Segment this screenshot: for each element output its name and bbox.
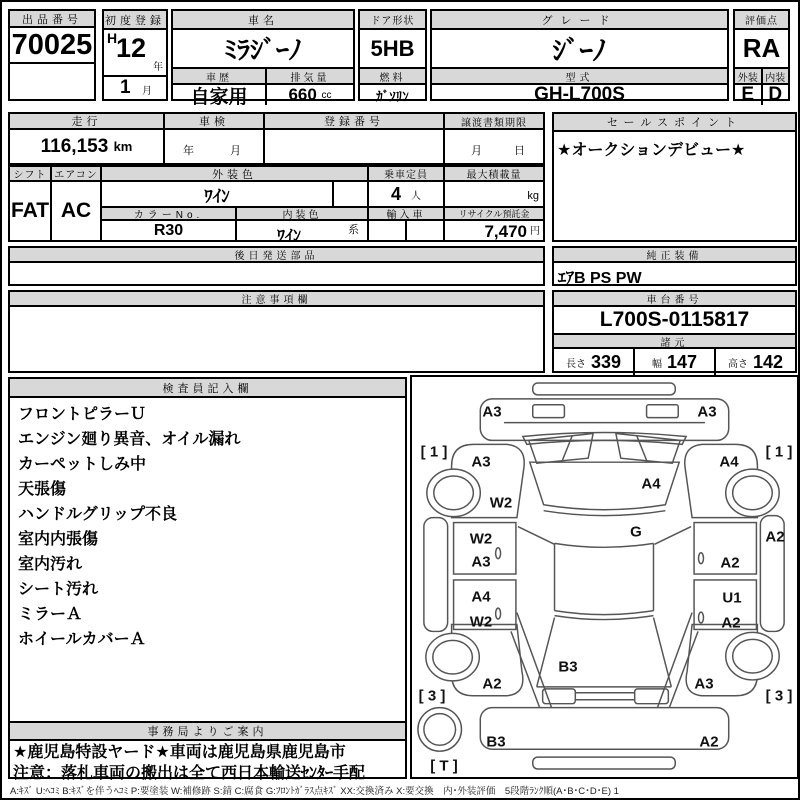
shaken-label: 車検 <box>163 112 265 130</box>
office-lines <box>10 741 405 785</box>
capacity-number: 4 <box>390 183 401 204</box>
damage-marker: A2 <box>765 528 785 546</box>
transfer-label: 譲渡書類期限 <box>443 112 545 130</box>
interior-label: 内装 <box>763 69 789 83</box>
int-color-value <box>235 219 369 245</box>
equipment-value: ｴｱB PS PW <box>558 270 642 287</box>
inspector-item: エンジン廻り異音、オイル漏れ <box>18 431 241 448</box>
score-box <box>733 9 790 105</box>
sales-point-label: セールスポイント <box>554 114 795 132</box>
inspector-item: カーペットしみ中 <box>18 456 147 473</box>
inspector-item: シート汚れ <box>18 581 99 598</box>
car-name-label: 車名 <box>173 11 353 30</box>
length-value: 339 <box>590 351 622 372</box>
damage-marker: A4 <box>641 475 661 493</box>
chassis-box <box>552 290 797 373</box>
ext-color-value: ﾜｲﾝ <box>100 180 334 208</box>
inspector-item: ホイールカバーＡ <box>18 631 146 648</box>
door-value: 5HB <box>360 30 425 69</box>
ext-color-label: 外装色 <box>100 165 369 182</box>
sales-point-text: ★オークションデビュー★ <box>557 142 746 159</box>
dimensions-row <box>554 349 795 375</box>
color-no-value: R30 <box>100 219 237 242</box>
fuel-value: ｶﾞｿﾘﾝ <box>360 83 425 105</box>
damage-diagram-box <box>410 375 799 779</box>
damage-marker: A2 <box>482 675 502 693</box>
inspector-item: 天張傷 <box>18 481 67 498</box>
model-value: GH-L700S <box>432 83 727 105</box>
month-suffix: 月 <box>142 86 152 97</box>
max-load-value <box>443 180 545 208</box>
door-box <box>358 9 427 104</box>
door-label: ドア形状 <box>360 11 425 30</box>
car-name-box <box>171 9 355 105</box>
transfer-value <box>443 128 545 165</box>
notes-label: 注意事項欄 <box>10 292 543 307</box>
fuel-label: 燃料 <box>360 69 425 83</box>
displacement-value <box>267 85 353 105</box>
chassis-value: L700S-0115817 <box>554 307 795 335</box>
office-line-2: 注意：落札車両の搬出は全て西日本輸送ｾﾝﾀｰ手配 <box>13 765 366 782</box>
inspector-item: フロントピラーＵ <box>18 406 147 423</box>
damage-marker: U1 <box>722 589 742 607</box>
dimension-length <box>554 349 635 375</box>
damage-marker: W2 <box>469 613 493 631</box>
inspector-item: 室内内張傷 <box>18 531 99 548</box>
sales-point-box <box>552 112 797 242</box>
dimension-width <box>635 349 716 375</box>
equipment-box <box>552 246 797 286</box>
damage-marker: [ 3 ] <box>418 687 446 705</box>
first-registration-box <box>102 9 168 101</box>
damage-marker: G <box>630 523 642 541</box>
history-value: 自家用 <box>173 85 267 105</box>
damage-marker: A3 <box>697 403 717 421</box>
inspector-item: ミラーＡ <box>18 606 83 623</box>
int-color-label: 内装色 <box>235 206 369 221</box>
shift-value: FAT <box>8 180 52 242</box>
dimension-height <box>716 349 795 375</box>
inspector-label: 検査員記入欄 <box>10 379 405 398</box>
equipment-label: 純正装備 <box>554 248 795 263</box>
mileage-label: 走行 <box>8 112 165 130</box>
recycle-unit: 円 <box>530 226 540 237</box>
displacement-number: 660 <box>288 85 317 104</box>
reg-no-value <box>263 128 445 165</box>
office-label: 事務局よりご案内 <box>10 721 405 741</box>
transfer-day-suffix: 日 <box>514 145 525 157</box>
damage-marker: W2 <box>469 530 493 548</box>
exterior-score: E <box>735 85 763 105</box>
damage-marker: [ 3 ] <box>765 687 793 705</box>
month-value: 1 <box>120 77 131 98</box>
damage-marker: A3 <box>471 553 491 571</box>
length-label: 長さ <box>565 358 586 370</box>
reg-no-label: 登録番号 <box>263 112 445 130</box>
office-line-1: ★鹿児島特設ヤード★車両は鹿児島県鹿児島市 <box>13 744 346 761</box>
mileage-value <box>8 128 165 165</box>
first-registration-year <box>104 28 166 77</box>
later-parts-value <box>10 263 543 267</box>
damage-marker: A4 <box>471 588 491 606</box>
shaken-year-suffix: 年 <box>183 145 194 157</box>
year-value: 12 <box>116 33 147 63</box>
int-color-text: ﾜｲﾝ <box>277 228 302 245</box>
grade-value: ｼﾞｰﾉ <box>432 30 727 69</box>
damage-marker: A4 <box>719 453 739 471</box>
color-no-label: カラーNo. <box>100 206 237 221</box>
car-name: ﾐﾗｼﾞｰﾉ <box>173 30 353 69</box>
capacity-unit: 人 <box>411 190 422 202</box>
damage-marker: B3 <box>558 658 578 676</box>
import-cell-1 <box>367 219 407 242</box>
damage-marker: [ 1 ] <box>765 443 793 461</box>
damage-markers <box>412 377 797 777</box>
max-load-label: 最大積載量 <box>443 165 545 182</box>
score-value: RA <box>735 30 788 69</box>
inspector-item: 室内汚れ <box>18 556 83 573</box>
chassis-label: 車台番号 <box>554 292 795 307</box>
capacity-label: 乗車定員 <box>367 165 445 182</box>
damage-marker: A3 <box>694 675 714 693</box>
inspector-office-box <box>8 377 407 782</box>
displacement-unit: cc <box>321 89 332 101</box>
auction-no-label: 出品番号 <box>8 9 96 28</box>
shift-label: シフト <box>8 165 52 182</box>
inspector-item: ハンドルグリップ不良 <box>18 506 178 523</box>
damage-marker: A2 <box>699 733 719 751</box>
damage-marker: W2 <box>489 494 513 512</box>
shaken-value <box>163 128 265 165</box>
height-value: 142 <box>752 351 784 372</box>
auction-no-empty-cell <box>8 62 96 101</box>
damage-marker: A3 <box>482 403 502 421</box>
later-parts-box <box>8 246 545 286</box>
later-parts-label: 後日発送部品 <box>10 248 543 263</box>
recycle-number: 7,470 <box>484 222 527 241</box>
first-registration-label: 初度登録 <box>104 11 166 30</box>
ext-color-empty-cell <box>332 180 369 208</box>
inspector-list <box>10 398 405 721</box>
transfer-month-suffix: 月 <box>471 145 482 157</box>
year-suffix: 年 <box>153 62 163 73</box>
aircon-label: エアコン <box>50 165 102 182</box>
mileage-unit: km <box>113 139 133 154</box>
height-label: 高さ <box>727 358 748 370</box>
damage-marker: A2 <box>721 614 741 632</box>
recycle-value <box>443 219 545 242</box>
damage-marker: A2 <box>720 554 740 572</box>
auction-no: 70025 <box>8 26 96 64</box>
int-color-suffix: 系 <box>348 224 359 236</box>
damage-marker: B3 <box>486 733 506 751</box>
shaken-month-suffix: 月 <box>230 145 241 157</box>
displacement-label: 排気量 <box>267 69 353 83</box>
width-value: 147 <box>666 351 698 372</box>
mileage-number: 116,153 <box>40 135 109 157</box>
grade-box <box>430 9 729 105</box>
width-label: 幅 <box>651 358 662 370</box>
model-label: 型式 <box>432 69 727 83</box>
max-load-unit: kg <box>527 190 539 202</box>
grade-label: グレード <box>432 11 727 30</box>
score-label: 評価点 <box>735 11 788 30</box>
legend: A:ｷｽﾞ U:ﾍｺﾐ B:ｷｽﾞを伴うﾍｺﾐ P:要塗装 W:補修跡 S:錆 C:腐食 G:ﾌﾛﾝﾄｶﾞﾗｽ点ｷｽﾞ XX:交換済み X:要交換 内･外装評価 5段階ﾗﾝｸ順(A･B･C･D･E) 1 <box>10 786 619 797</box>
first-registration-month <box>104 77 166 99</box>
exterior-label: 外装 <box>735 69 763 83</box>
import-cell-2 <box>405 219 445 242</box>
era-mark: H <box>107 30 118 46</box>
damage-marker: [ T ] <box>430 757 458 775</box>
dimensions-label: 諸元 <box>554 335 795 349</box>
notes-value <box>10 307 543 311</box>
import-label: 輸入車 <box>367 206 445 221</box>
interior-score: D <box>768 85 783 105</box>
damage-marker: [ 1 ] <box>420 443 448 461</box>
capacity-value <box>367 180 445 208</box>
history-label: 車歴 <box>173 69 267 83</box>
recycle-label: リサイクル預託金 <box>443 206 545 221</box>
aircon-value: AC <box>50 180 102 242</box>
damage-marker: A3 <box>471 453 491 471</box>
notes-box <box>8 290 545 373</box>
